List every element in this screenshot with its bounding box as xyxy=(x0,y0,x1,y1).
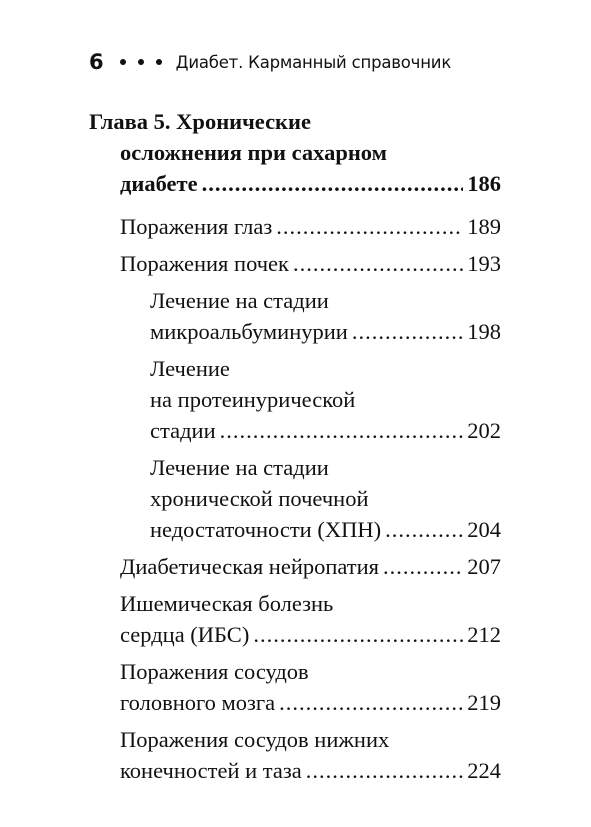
toc-entry-title-line: Лечение на стадии xyxy=(150,455,329,480)
toc-entry-title-line: Ишемическая болезнь xyxy=(120,591,334,616)
toc-entry-title-line: конечностей и таза xyxy=(120,758,302,783)
toc-entry-page: 189 xyxy=(467,214,501,239)
dot-leader xyxy=(253,619,463,650)
toc-entry-title-line: сердца (ИБС) xyxy=(120,622,250,647)
toc-chapter-line-2: осложнения при сахарном xyxy=(120,140,387,165)
toc-entry-page: 193 xyxy=(467,251,501,276)
toc-chapter-line-1: Глава 5. Хронические xyxy=(89,109,311,134)
toc-entry-title: Поражения глаз xyxy=(120,214,273,239)
toc-chapter-last-line xyxy=(89,168,501,199)
running-title: Диабет. Карманный справочник xyxy=(175,52,452,72)
toc-entry-title-line: Лечение xyxy=(150,356,230,381)
bullet-dot-2 xyxy=(138,59,144,65)
page-number: 6 xyxy=(89,50,104,74)
toc-entry xyxy=(89,724,501,786)
toc-entry-title-line: недостаточности (ХПН) xyxy=(150,517,382,542)
toc-entry-page: 212 xyxy=(467,622,501,647)
toc-entry-page: 207 xyxy=(467,554,501,579)
table-of-contents xyxy=(89,106,501,786)
toc-entry-title-line: Поражения сосудов xyxy=(120,659,309,684)
toc-entry-title-line: микроальбуминурии xyxy=(150,319,348,344)
toc-entry-title: Диабетическая нейропатия xyxy=(120,554,380,579)
toc-entry-page: 198 xyxy=(467,319,501,344)
toc-entry xyxy=(89,588,501,650)
toc-entry-title: Поражения почек xyxy=(120,251,289,276)
dot-leader xyxy=(306,755,463,786)
toc-entry-title-line: головного мозга xyxy=(120,690,276,715)
dot-leader xyxy=(293,248,463,279)
bullet-dot-1 xyxy=(120,59,126,65)
dot-leader xyxy=(220,415,464,446)
toc-entry xyxy=(89,211,501,242)
toc-entry-page: 219 xyxy=(467,690,501,715)
dot-leader xyxy=(276,211,463,242)
dot-leader xyxy=(383,551,463,582)
toc-entry xyxy=(89,656,501,718)
bullet-dot-3 xyxy=(156,59,162,65)
toc-entry-title-line: хронической почечной xyxy=(150,486,369,511)
toc-entry-title-line: стадии xyxy=(150,418,216,443)
toc-chapter xyxy=(89,106,501,199)
page-header xyxy=(89,50,451,74)
toc-entry-page: 224 xyxy=(467,758,501,783)
toc-entry-page: 204 xyxy=(467,517,501,542)
toc-chapter-line-3: диабете xyxy=(120,171,198,196)
toc-entry xyxy=(89,285,501,347)
dot-leader xyxy=(279,687,463,718)
dot-leader xyxy=(352,316,463,347)
dot-leader xyxy=(202,168,464,199)
toc-entry xyxy=(89,353,501,446)
toc-entry-page: 202 xyxy=(467,418,501,443)
toc-entry-title-line: на протеинурической xyxy=(150,387,356,412)
toc-entry xyxy=(89,551,501,582)
toc-entry xyxy=(89,452,501,545)
dot-leader xyxy=(385,514,463,545)
toc-entry-title-line: Поражения сосудов нижних xyxy=(120,727,390,752)
toc-entry-title-line: Лечение на стадии xyxy=(150,288,329,313)
toc-entry xyxy=(89,248,501,279)
toc-chapter-page: 186 xyxy=(467,171,501,196)
